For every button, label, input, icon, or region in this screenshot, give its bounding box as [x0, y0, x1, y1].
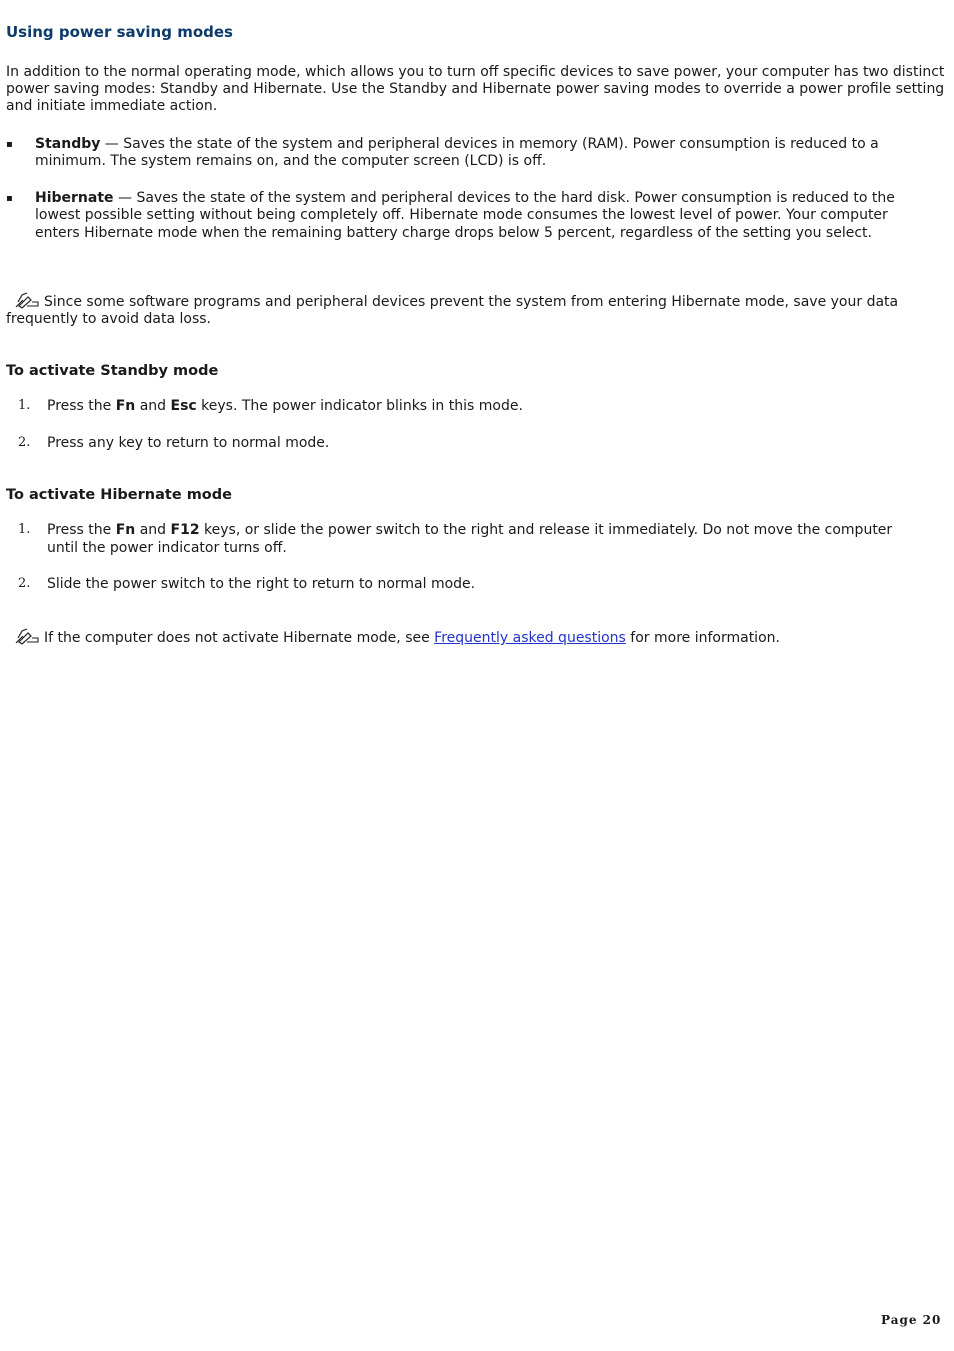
step-text [47, 522, 927, 557]
note-text-before: If the computer does not activate Hibernate mode, see [44, 630, 435, 646]
note-data-loss [6, 291, 946, 328]
note-pencil-icon [14, 291, 40, 309]
faq-link[interactable]: Frequently asked questions [434, 630, 626, 646]
step-text-part: keys, or slide the power switch to the right and release it immediately. Do not move the computer until the power indicator turns off. [47, 522, 893, 556]
hibernate-heading: To activate Hibernate mode [6, 487, 232, 503]
note-pencil-icon [14, 627, 40, 645]
bullet-text [35, 190, 925, 242]
step-text: Slide the power switch to the right to return to normal mode. [47, 576, 476, 592]
note-faq [6, 627, 946, 647]
bullet-marker: ▪ [6, 193, 13, 204]
note-text-after: for more information. [625, 630, 780, 646]
step-number: 1. [18, 522, 31, 537]
step-number: 2. [18, 435, 31, 450]
standby-heading: To activate Standby mode [6, 363, 219, 379]
bullet-description: — Saves the state of the system and peripheral devices to the hard disk. Power consumption is reduced to the lowest possible setting without being completely off. Hibernate mode consumes the lowest level of power. Your computer enters Hibernate mode when the remaining battery charge drops below 5 percent, regardless of the setting you select. [35, 190, 895, 241]
key-name: Esc [170, 398, 197, 414]
bullet-description: — Saves the state of the system and peripheral devices in memory (RAM). Power consumption is reduced to a minimum. The system remains on, and the computer screen (LCD) is off. [35, 136, 879, 170]
step-text-part: Press the [47, 398, 116, 414]
bullet-text [35, 136, 925, 171]
step-text-part: and [135, 398, 171, 414]
key-name: Fn [115, 398, 136, 414]
step-text-part: keys. The power indicator blinks in this mode. [196, 398, 523, 414]
key-name: Fn [115, 522, 136, 538]
step-text-part: and [135, 522, 171, 538]
page-title: Using power saving modes [6, 23, 233, 41]
page-number: Page 20 [881, 1313, 942, 1327]
intro-paragraph: In addition to the normal operating mode, which allows you to turn off specific devices to save power, your computer has two distinct power saving modes: Standby and Hibernate. Use the Standby and Hibernate power saving modes to override a power profile setting and initiate immediate action. [6, 64, 945, 114]
step-text-part: Press the [47, 522, 116, 538]
bullet-term: Hibernate [35, 190, 114, 206]
note-text: Since some software programs and peripheral devices prevent the system from entering Hibernate mode, save your data frequently to avoid data loss. [6, 294, 899, 327]
bullet-marker: ▪ [6, 139, 13, 150]
step-number: 2. [18, 576, 31, 591]
step-number: 1. [18, 398, 31, 413]
step-text [47, 398, 927, 416]
bullet-term: Standby [35, 136, 101, 152]
key-name: F12 [170, 522, 200, 538]
step-text: Press any key to return to normal mode. [47, 435, 330, 451]
